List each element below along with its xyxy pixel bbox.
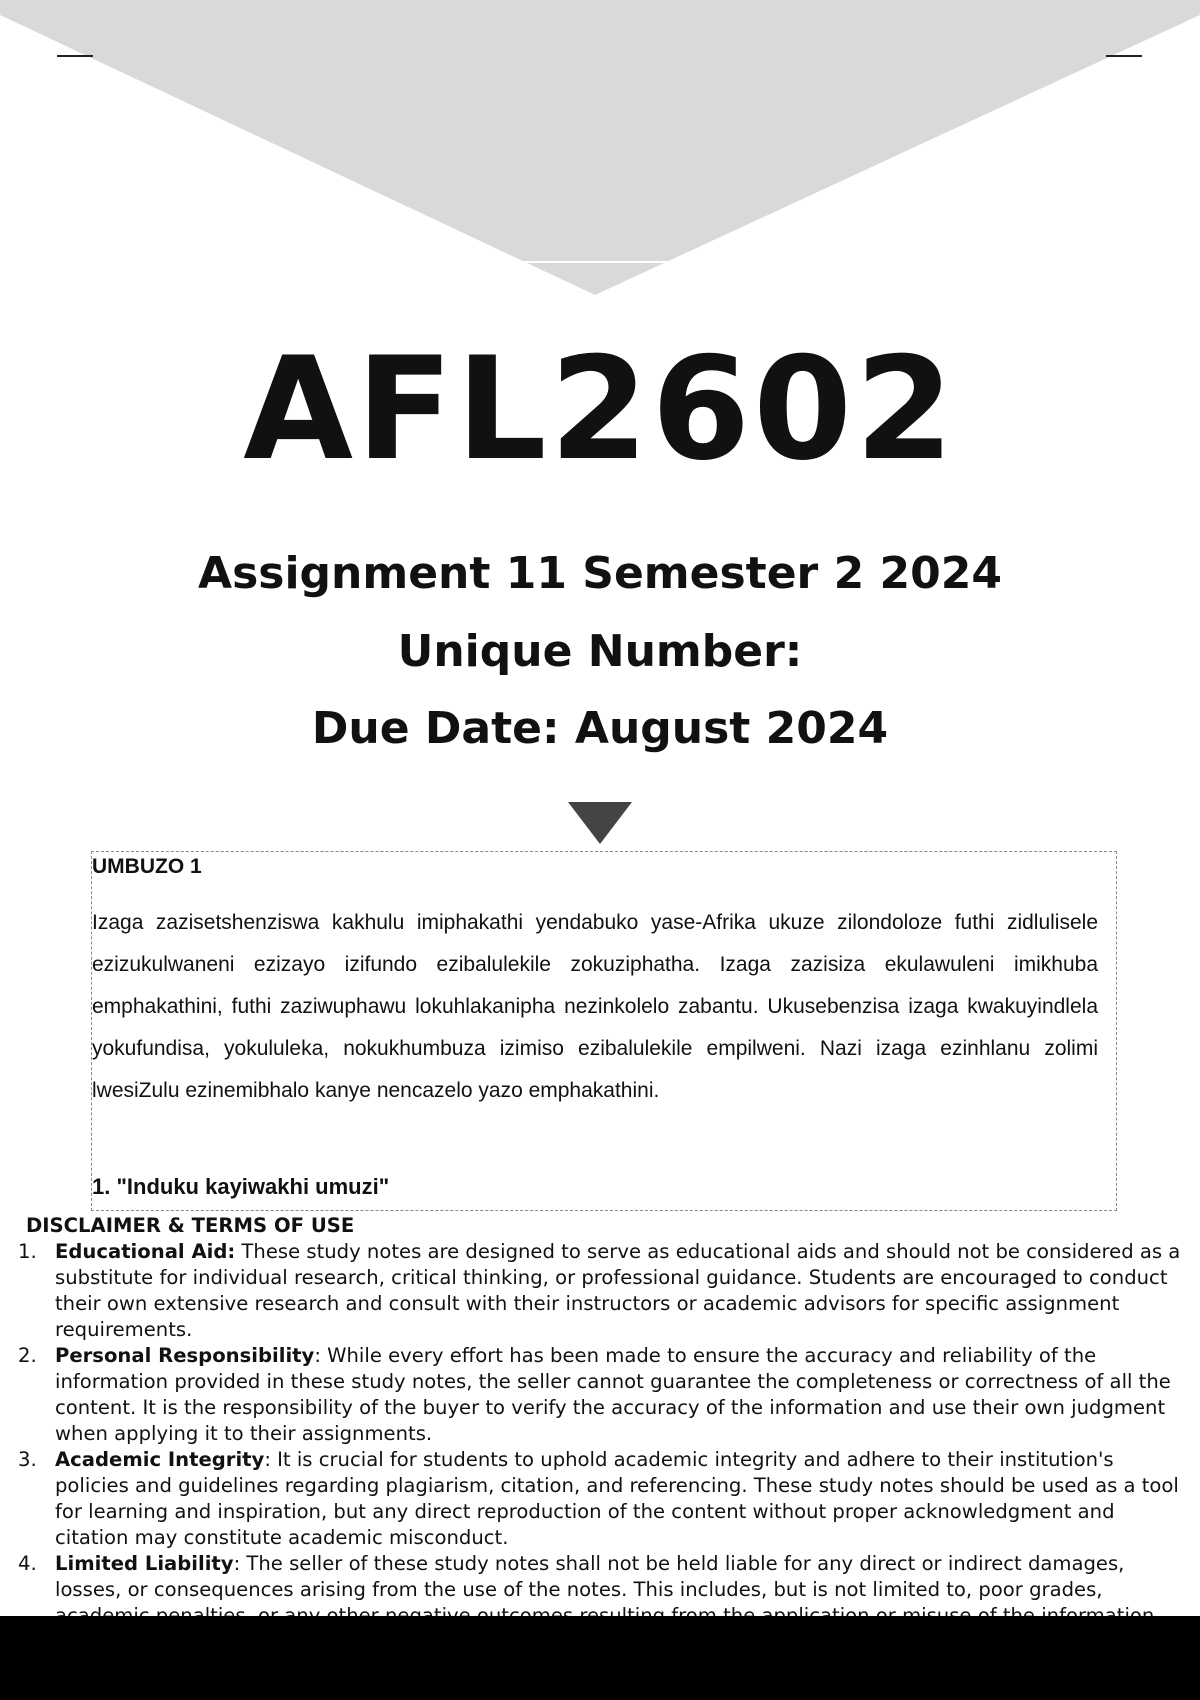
- proverb-item-1: 1. "Induku kayiwakhi umuzi": [92, 1174, 390, 1199]
- disclaimer-item-term: Personal Responsibility: [55, 1344, 315, 1367]
- question-heading: UMBUZO 1: [92, 855, 202, 878]
- disclaimer-item-term: Educational Aid:: [55, 1240, 236, 1263]
- disclaimer-item-number: 1.: [18, 1240, 37, 1263]
- disclaimer-list: [18, 1239, 1190, 1629]
- disclaimer-item-term: Limited Liability: [55, 1552, 234, 1575]
- disclaimer-item-text: : It is crucial for students to uphold academic integrity and adhere to their institution's policies and guidelines regarding plagiarism, citation, and referencing. These study notes should be used as a tool for learning and inspiration, but any direct reproduction of the content without proper acknowledgment and citation may constitute academic misconduct.: [55, 1448, 1179, 1549]
- disclaimer-item-academic-integrity: [18, 1447, 1190, 1551]
- disclaimer-item-term: Academic Integrity: [55, 1448, 265, 1471]
- question-paragraph: Izaga zazisetshenziswa kakhulu imiphakathi yendabuko yase-Afrika ukuze zilondoloze futhi zidlulisele ezizukulwaneni ezizayo izifundo ezibalulekile zokuziphatha. Izaga zazisiza ekulawuleni imikhuba emphakathini, futhi zaziwuphawu lokuhlakanipha nezinkolelo zabantu. Ukusebenzisa izaga kwakuyindlela yokufundisa, yokululeka, nokukhumbuza izimiso ezibalulekile empilweni. Nazi izaga ezinhlanu zolimi lwesiZulu ezinemibhalo kanye nencazelo yazo emphakathini.: [92, 911, 1098, 1102]
- disclaimer-item-number: 2.: [18, 1344, 37, 1367]
- disclaimer-item-text: : The seller of these study notes shall not be held liable for any direct or indirect damages, losses, or consequences arising from the use of the notes. This includes, but is not limited to, poor grades,: [55, 1552, 1125, 1601]
- top-banner-chevron: [0, 0, 1200, 300]
- question-preview-box: [91, 851, 1117, 1211]
- course-code-title: AFL2602: [243, 327, 957, 492]
- disclaimer-section: [18, 1213, 1190, 1629]
- disclaimer-item-educational-aid: [18, 1239, 1190, 1343]
- due-date-line: Due Date: August 2024: [311, 703, 889, 754]
- disclaimer-title: DISCLAIMER & TERMS OF USE: [26, 1214, 355, 1237]
- unique-number-line: Unique Number:: [397, 626, 803, 677]
- corner-mark-right: [1106, 55, 1142, 57]
- disclaimer-item-text: : While every effort has been made to ensure the accuracy and reliability of the information provided in these study notes, the seller cannot guarantee the completeness or correctness of all the content. It is the responsibility of the buyer to verify the accuracy of the information and use their own judgment when applying it to their assignments.: [55, 1344, 1171, 1445]
- disclaimer-item-text: These study notes are designed to serve as educational aids and should not be considered as a substitute for individual research, critical thinking, or professional guidance. Students are encouraged to conduct their own extensive research and consult with their instructors or academic advisors for specific assignment requirements.: [55, 1240, 1181, 1341]
- down-arrow-icon: [568, 802, 632, 844]
- assignment-line: Assignment 11 Semester 2 2024: [198, 548, 1002, 599]
- corner-mark-left: [57, 55, 93, 57]
- disclaimer-item-number: 3.: [18, 1448, 37, 1471]
- disclaimer-item-number: 4.: [18, 1552, 37, 1575]
- bottom-black-bar: [0, 1616, 1200, 1700]
- disclaimer-item-personal-responsibility: [18, 1343, 1190, 1447]
